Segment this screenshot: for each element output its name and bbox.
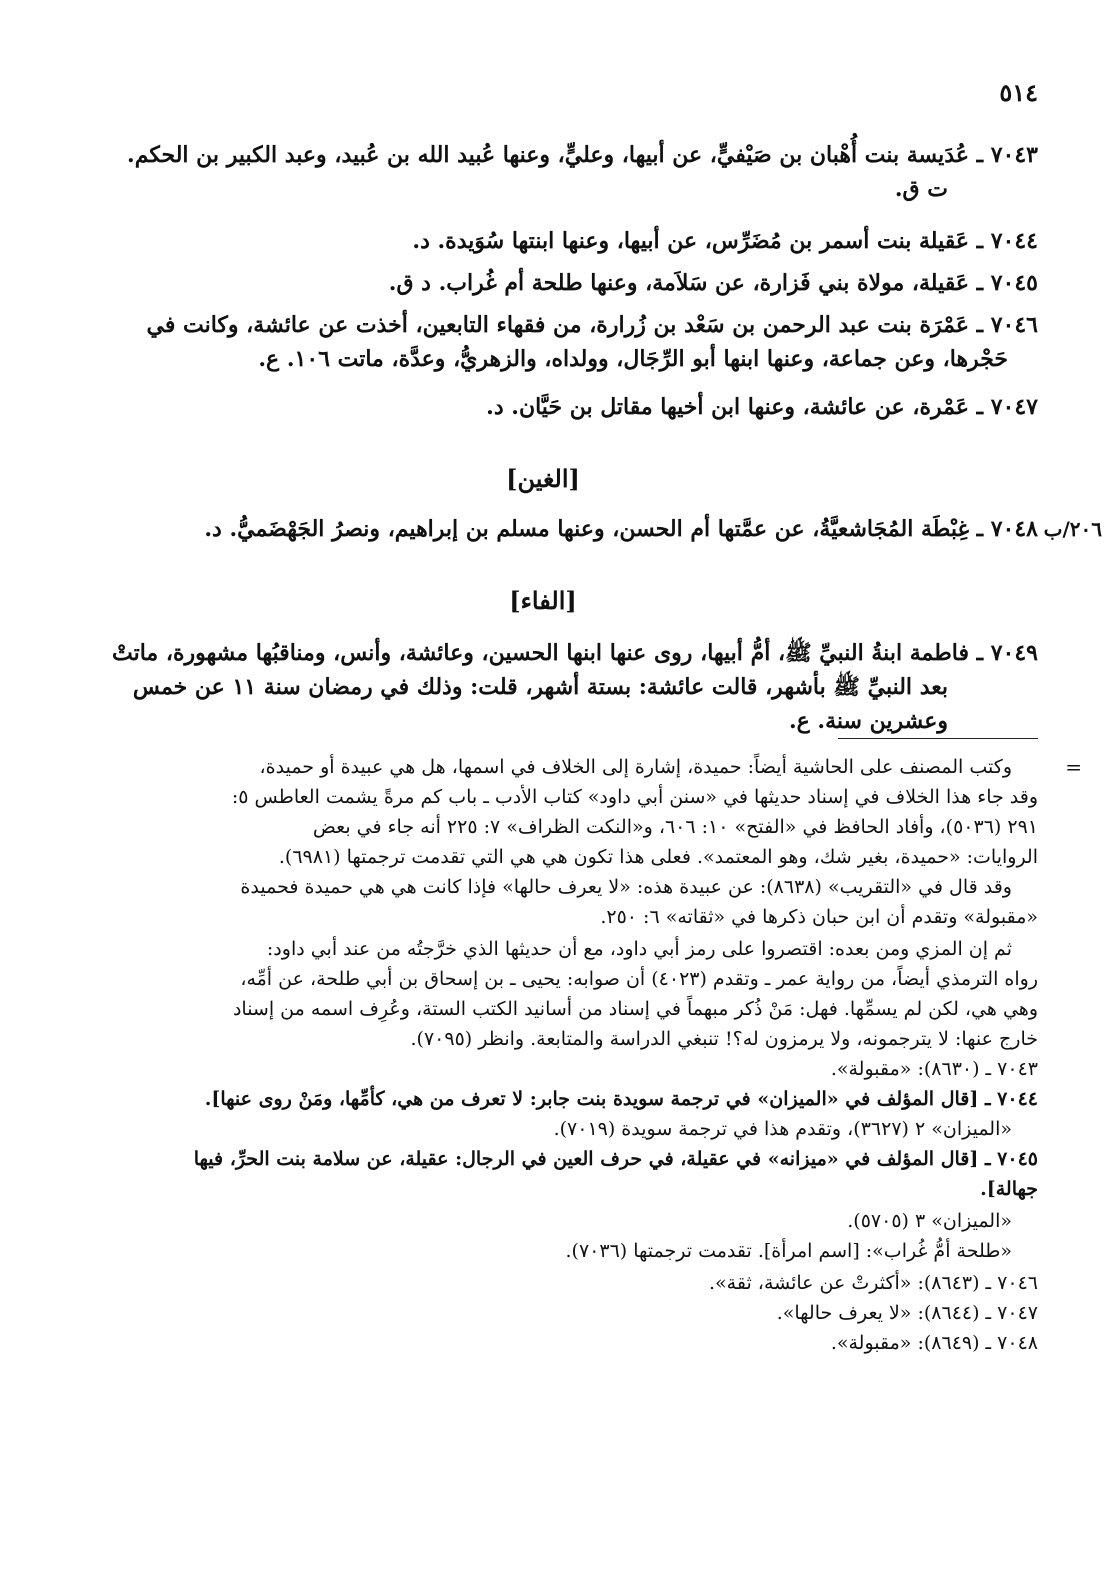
entry-line: ٧٠٤٣ ـ عُدَيسة بنت أُهْبان بن صَيْفيٍّ، عن أبيها، وعليٍّ، وعنها عُبيد الله بن عُبيد، وعبد الكبير بن الحكم. [127, 142, 1038, 168]
entry-line: حَجْرها، وعن جماعة، وعنها ابنها أبو الرِّجَال، وولداه، والزهريُّ، وعدَّة، ماتت ١٠٦. ع. [258, 346, 1008, 372]
footnote-line: ٢٩١ (٥٠٣٦)، وأفاد الحافظ في «الفتح» ١٠: ٦٠٦، و«النكت الظراف» ٧: ٢٢٥ أنه جاء في بعض [312, 816, 1038, 838]
page-number: ٥١٤ [999, 78, 1038, 107]
entry-line: ٧٠٤٨ ـ غِبْطَة المُجَاشعيَّةُ، عن عمَّتها أم الحسن، وعنها مسلم بن إبراهيم، ونصرُ الجَهْضَميُّ. د. [204, 516, 1038, 542]
entry-line: ٧٠٤٩ ـ فاطمة ابنةُ النبيِّ ﷺ، أمُّ أبيها، روى عنها ابنها الحسين، وعائشة، وأنس، ومناقبُها مشهورة، ماتتْ [112, 640, 1038, 666]
footnote-line: «الميزان» ٣ (٥٧٠٥). [847, 1210, 1012, 1232]
entry-7043 [48, 138, 1038, 206]
footnote-line: ٧٠٤٣ ـ (٨٦٣٠): «مقبولة». [830, 1058, 1038, 1080]
entry-7044 [48, 224, 1038, 258]
section-heading-faa: [الفاء] [509, 586, 577, 615]
footnote-line: وقد جاء هذا الخلاف في إسناد حديثها في «سنن أبي داود» كتاب الأدب ـ باب كم مرةً يشمت العاطس ٥: [231, 786, 1038, 808]
section-heading-ghayn: [الغين] [506, 464, 580, 493]
entry-line: ٧٠٤٦ ـ عَمْرَة بنت عبد الرحمن بن سَعْد بن زُرارة، من فقهاء التابعين، أخذت عن عائشة، وكانت في [146, 312, 1038, 338]
footnote-line: خارج عنها: لا يترجمونه، ولا يرمزون له؟! تنبغي الدراسة والمتابعة. وانظر (٧٠٩٥). [410, 1028, 1038, 1050]
footnote-line: «طلحة أمُّ غُراب»: [اسم امرأة]. تقدمت ترجمتها (٧٠٣٦). [565, 1240, 1012, 1262]
entry-line: بعد النبيِّ ﷺ بأشهر، قالت عائشة: بستة أشهر، قلت: وذلك في رمضان سنة ١١ عن خمس [132, 674, 948, 700]
footnote-line: وكتب المصنف على الحاشية أيضاً: حميدة، إشارة إلى الخلاف في اسمها، هل هي عبيدة أو حميدة، [259, 756, 1012, 778]
footnote-line: الروايات: «حميدة، بغير شك، وهو المعتمد». فعلى هذا تكون هي هي التي تقدمت ترجمتها (٦٩٨١). [278, 846, 1038, 868]
footnote-line: وهي هي، لكن لم يسمِّها. فهل: مَنْ ذُكر مبهماً في إسناد من أسانيد الكتب الستة، وعُرِف اسمه من إسناد [232, 998, 1038, 1020]
continuation-mark: = [1065, 755, 1082, 779]
entry-7046 [48, 308, 1038, 376]
footnote-line: «الميزان» ٢ (٣٦٢٧)، وتقدم هذا في ترجمة سويدة (٧٠١٩). [553, 1118, 1012, 1140]
manuscript-folio-note: ٢٠٦/ب [1043, 517, 1102, 541]
entry-line: ٧٠٤٤ ـ عَقيلة بنت أسمر بن مُضَرِّس، عن أبيها، وعنها ابنتها سُوَيدة. د. [412, 228, 1038, 254]
footnote-line: وقد قال في «التقريب» (٨٦٣٨): عن عبيدة هذه: «لا يعرف حالها» فإذا كانت هي هي حميدة فحميدة [240, 876, 1012, 898]
footnote-line: ٧٠٤٧ ـ (٨٦٤٤): «لا يعرف حالها». [776, 1302, 1038, 1324]
entry-line: ت ق. [894, 176, 948, 202]
footnote-line: «مقبولة» وتقدم أن ابن حبان ذكرها في «ثقاته» ٦: ٢٥٠. [600, 906, 1038, 928]
footnote-line: ٧٠٤٨ ـ (٨٦٤٩): «مقبولة». [830, 1332, 1038, 1354]
footnote-line: ثم إن المزي ومن بعده: اقتصروا على رمز أبي داود، مع أن حديثها الذي خرَّجتُه من عند أبي داود: [266, 938, 1012, 960]
footnote-line: رواه الترمذي أيضاً، من رواية عمر ـ وتقدم (٤٠٢٣) أن صوابه: يحيى ـ بن إسحاق بن أبي طلحة، عن أمِّه، [240, 968, 1038, 990]
footnote-separator [838, 738, 1038, 739]
entry-7047 [48, 390, 1038, 424]
footnote-line: ٧٠٤٥ ـ [قال المؤلف في «ميزانه» في عقيلة، في حرف العين في الرجال: عقيلة، عن سلامة بنت الحرِّ، فيها [193, 1148, 1038, 1170]
entry-7048 [48, 512, 1102, 546]
footnote-line: ٧٠٤٤ ـ [قال المؤلف في «الميزان» في ترجمة سويدة بنت جابر: لا تعرف من هي، كأمِّها، ومَنْ روى عنها]. [204, 1088, 1038, 1110]
entry-line: ٧٠٤٥ ـ عَقيلة، مولاة بني فَزارة، عن سَلاَمة، وعنها طلحة أم غُراب. د ق. [388, 270, 1038, 296]
entry-7049 [48, 636, 1038, 738]
entry-7045 [48, 266, 1038, 300]
footnote-line: ٧٠٤٦ ـ (٨٦٤٣): «أكثرتْ عن عائشة، ثقة». [709, 1272, 1038, 1294]
footnote-line: جهالة]. [980, 1178, 1038, 1200]
entry-line: ٧٠٤٧ ـ عَمْرة، عن عائشة، وعنها ابن أخيها مقاتل بن حَيَّان. د. [486, 394, 1038, 420]
entry-line: وعشرين سنة. ع. [788, 708, 948, 734]
